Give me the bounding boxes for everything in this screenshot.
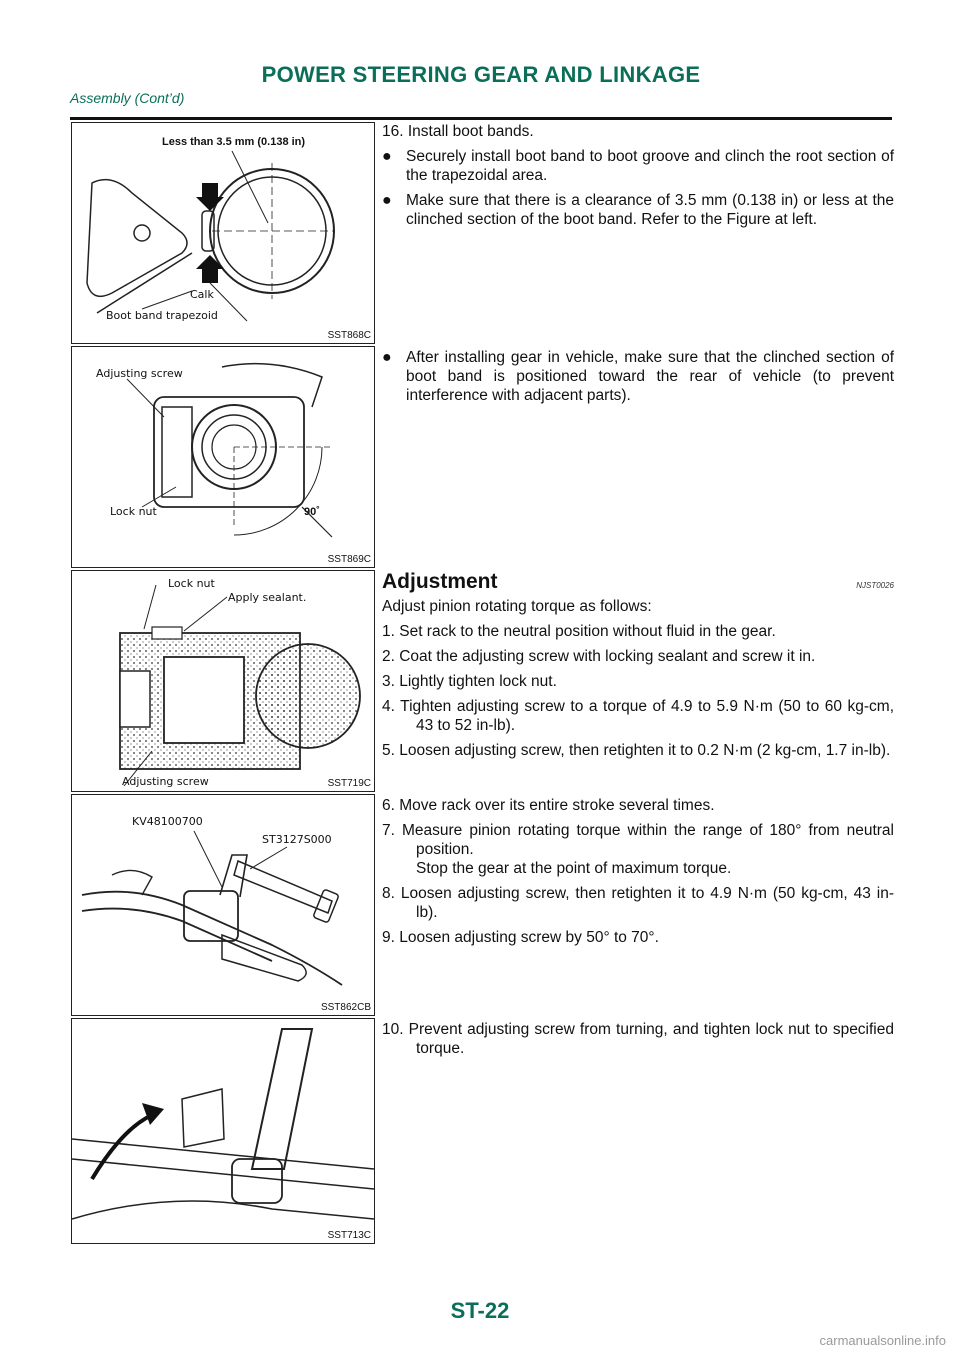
label-tool-st: ST3127S000: [262, 833, 332, 846]
header-rule: [70, 117, 892, 120]
page-number: ST-22: [450, 1298, 510, 1323]
label-angle: 90˚: [304, 506, 320, 518]
step-item: 1. Set rack to the neutral position without fluid in the gear.: [382, 623, 776, 640]
section-heading: [382, 572, 894, 595]
label-lock-nut: Lock nut: [168, 577, 215, 590]
label-adjusting-screw: Adjusting screw: [122, 775, 209, 788]
label-tool-kv: KV48100700: [132, 815, 203, 828]
bullet-item: ● After installing gear in vehicle, make sure that the clinched section of boot band is positioned toward the rear of vehicle (to prevent interference with adjacent parts).: [382, 349, 894, 404]
step-item: 10. Prevent adjusting screw from turning, and tighten lock nut to specified torque.: [382, 1021, 894, 1057]
step-16: 16. Install boot bands.: [382, 123, 534, 140]
figure-boot-band: [71, 122, 375, 344]
section-intro: Adjust pinion rotating torque as follows:: [382, 598, 652, 615]
bullet-icon: ●: [382, 148, 392, 165]
text-block-boot-bands: [382, 122, 894, 235]
bullet-item: ● Securely install boot band to boot groove and clinch the root section of the trapezoidal area.: [382, 148, 894, 184]
watermark: carmanualsonline.info: [819, 1333, 946, 1348]
page-header: [70, 62, 892, 106]
figure-code: SST868C: [327, 330, 371, 341]
figure-code: SST869C: [327, 554, 371, 565]
step-item: 9. Loosen adjusting screw by 50° to 70°.: [382, 929, 659, 946]
step-item: 2. Coat the adjusting screw with locking sealant and screw it in.: [382, 648, 816, 665]
figure-code: SST862CB: [320, 1002, 371, 1013]
label-lock-nut: Lock nut: [110, 505, 157, 518]
bullet-icon: ●: [382, 349, 392, 366]
step-item: 3. Lightly tighten lock nut.: [382, 673, 557, 690]
page-title: POWER STEERING GEAR AND LINKAGE: [261, 62, 701, 87]
section-title: Adjustment: [382, 570, 498, 593]
figure-code: SST713C: [327, 1230, 371, 1241]
bullet-item: ● Make sure that there is a clearance of 3.5 mm (0.138 in) or less at the clinched section of the boot band. Refer to the Figure at left.: [382, 192, 894, 228]
label-adjusting-screw: Adjusting screw: [96, 367, 183, 380]
text-block-clinched-section: [382, 348, 894, 411]
label-clearance: Less than 3.5 mm (0.138 in): [162, 136, 306, 148]
step-item: 6. Move rack over its entire stroke several times.: [382, 797, 715, 814]
section-ref: NJST0026: [856, 581, 894, 590]
step-item: 5. Loosen adjusting screw, then retighten it to 0.2 N·m (2 kg-cm, 1.7 in-lb).: [382, 742, 891, 759]
step-item: 8. Loosen adjusting screw, then retighten it to 4.9 N·m (50 kg-cm, 43 in-lb).: [382, 885, 894, 921]
step-item: 4. Tighten adjusting screw to a torque of 4.9 to 5.9 N·m (50 to 60 kg-cm, 43 to 52 in-lb).: [382, 698, 894, 734]
text-block-measure-torque: [382, 796, 894, 953]
step-item: 7. Measure pinion rotating torque within the range of 180° from neutral position. Stop the gear at the point of maximum torque.: [382, 822, 894, 877]
figure-code: SST719C: [327, 778, 371, 789]
figure-lock-nut-torque: [71, 1018, 375, 1244]
figure-torque-tools: [71, 794, 375, 1016]
text-block-adjustment: [382, 572, 894, 766]
bullet-icon: ●: [382, 192, 392, 209]
step-note: Stop the gear at the point of maximum torque.: [416, 860, 732, 877]
figure-clinched-position: [71, 346, 375, 568]
label-apply-sealant: Apply sealant.: [228, 591, 307, 604]
text-block-lock-nut: [382, 1020, 894, 1064]
label-calk: Calk: [190, 288, 214, 301]
figure-adjusting-screw: [71, 570, 375, 792]
page-subtitle: Assembly (Cont’d): [70, 90, 185, 106]
label-trapezoid: Boot band trapezoid: [106, 309, 218, 322]
